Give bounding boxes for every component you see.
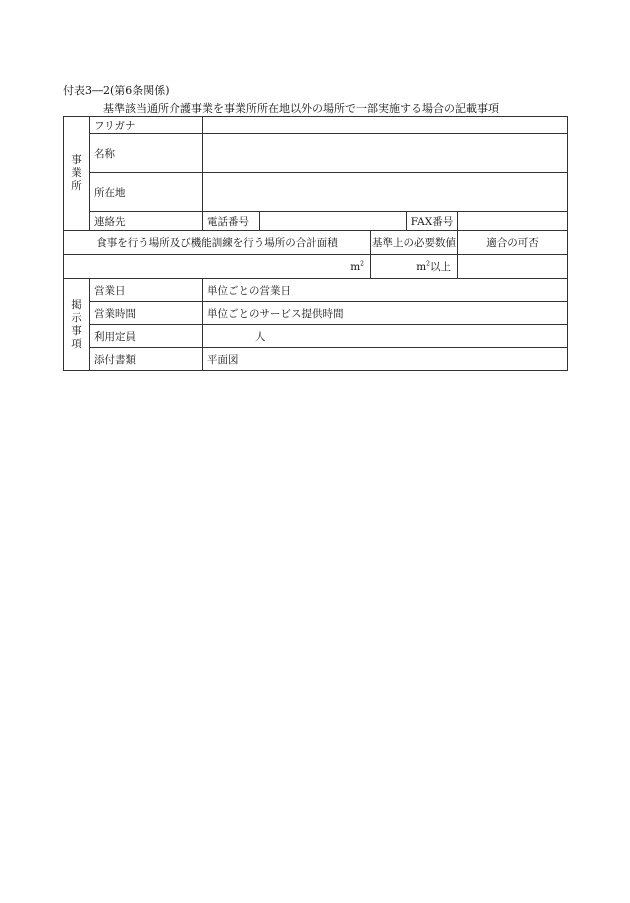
furigana-field[interactable] [203, 117, 568, 134]
area-unit: $m^2$ [350, 260, 364, 273]
phone-field[interactable] [260, 212, 407, 231]
contact-row [64, 212, 568, 231]
area-header-row [64, 231, 568, 255]
fax-field[interactable] [458, 212, 568, 231]
area-value-row [64, 255, 568, 279]
name-label: 名称 [90, 134, 203, 173]
contact-label: 連絡先 [90, 212, 203, 231]
posted-row [64, 325, 568, 348]
business-hours-label: 営業時間 [90, 302, 203, 325]
capacity-field[interactable] [203, 325, 568, 348]
required-value-header: 基準上の必要数値 [371, 231, 458, 255]
business-hours-value: 単位ごとのサービス提供時間 [203, 302, 568, 325]
capacity-label: 利用定員 [90, 325, 203, 348]
required-value-field[interactable] [371, 255, 458, 279]
attachments-value: 平面図 [203, 348, 568, 371]
posted-row [64, 279, 568, 302]
posted-row [64, 302, 568, 325]
name-row [64, 134, 568, 173]
address-field[interactable] [203, 173, 568, 212]
attachments-label: 添付書類 [90, 348, 203, 371]
furigana-row [64, 117, 568, 134]
posted-row [64, 348, 568, 371]
capacity-unit: 人 [255, 330, 266, 343]
area-header: 食事を行う場所及び機能訓練を行う場所の合計面積 [64, 231, 371, 255]
form-caption: 付表3―2(第6条関係) [63, 84, 170, 97]
furigana-label: フリガナ [90, 117, 203, 134]
address-row [64, 173, 568, 212]
office-group-label: 事 業 所 [64, 117, 90, 231]
name-field[interactable] [203, 134, 568, 173]
conformity-header: 適合の可否 [458, 231, 568, 255]
required-unit: $m^2$以上 [416, 260, 451, 273]
business-days-label: 営業日 [90, 279, 203, 302]
form-table [63, 116, 568, 371]
business-days-value: 単位ごとの営業日 [203, 279, 568, 302]
phone-label: 電話番号 [203, 212, 260, 231]
conformity-field[interactable] [458, 255, 568, 279]
form-title: 基準該当通所介護事業を事業所所在地以外の場所で一部実施する場合の記載事項 [103, 102, 499, 115]
area-value-field[interactable] [64, 255, 371, 279]
address-label: 所在地 [90, 173, 203, 212]
posted-group-label: 掲 示 事 項 [64, 279, 90, 371]
fax-label: FAX番号 [407, 212, 458, 231]
